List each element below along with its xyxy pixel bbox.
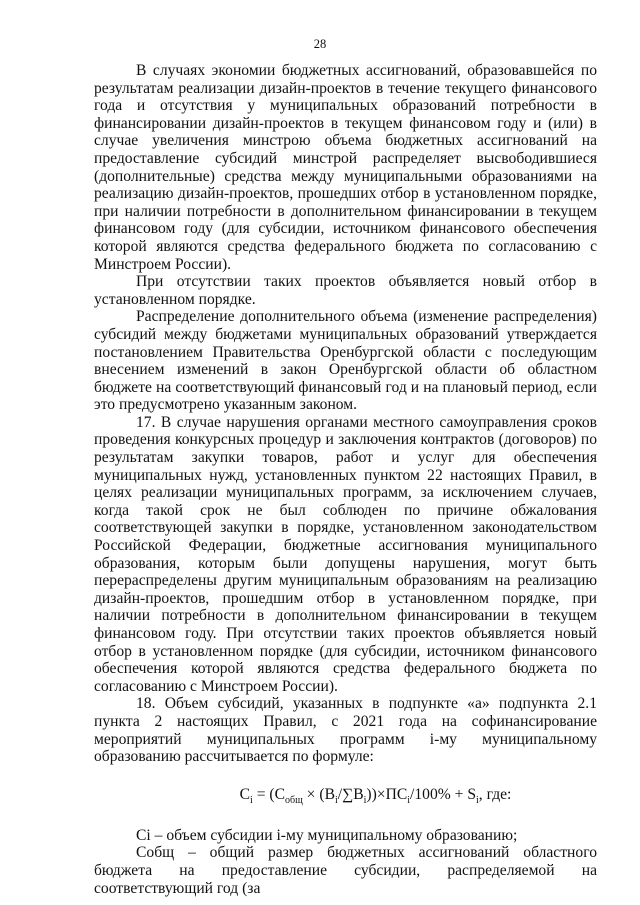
- paragraph-additional-distribution: Распределение дополнительного объема (изменение распределения) субсидий между бюджетами муниципальных образований утверждается постановлением Правительства Оренбургской области с последующим внесением изменений в закон Оренбургской области об областном бюджете на соответствующий финансовый год и на плановый период, если это предусмотрено указанным законом.: [94, 308, 597, 414]
- subsidy-formula: $C_i = (C_{общ} \times (B_i/\sum B_i))\times ПС_i/100\% + S_i$, где:: [239, 785, 512, 806]
- document-body: [94, 62, 597, 897]
- definition-ci: Ci – объем субсидии i-му муниципальному образованию;: [136, 826, 518, 844]
- paragraph-no-projects: При отсутствии таких проектов объявляется новый отбор в установленном порядке.: [94, 273, 597, 308]
- paragraph-budget-savings: В случаях экономии бюджетных ассигнований, образовавшейся по результатам реализации дизайн-проектов в течение текущего финансового года и отсутствия у муниципальных образований потребности в финансировании дизайн-проектов в текущем финансовом году и (или) в случае увеличения минстрою объема бюджетных ассигнований на предоставление субсидий минстрой распределяет высвободившиеся (дополнительные) средства между муниципальными образованиями на реализацию дизайн-проектов, прошедших отбор в установленном порядке, при наличии потребности в дополнительном финансировании в текущем финансовом году (для субсидии, источником финансового обеспечения которой являются средства федерального бюджета по согласованию с Минстроем России).: [94, 62, 597, 273]
- paragraph-item-18: 18. Объем субсидий, указанных в подпункте «а» подпункта 2.1 пункта 2 настоящих Правил, с 2021 года на софинансирование мероприятий муниципальных программ i-му муниципальному образованию рассчитывается по формуле:: [94, 695, 597, 766]
- page-number: 28: [313, 37, 327, 51]
- definition-c-total: Cобщ – общий размер бюджетных ассигнований областного бюджета на предоставление субсидии, распределяемой на соответствующий год (за: [94, 844, 597, 897]
- paragraph-item-17: 17. В случае нарушения органами местного самоуправления сроков проведения конкурсных процедур и заключения контрактов (договоров) по результатам закупки товаров, работ и услуг для обеспечения муниципальных нужд, установленных пунктом 22 настоящих Правил, в целях реализации муниципальных программ, за исключением случаев, когда такой срок не был соблюден по причине обжалования соответствующей закупки в порядке, установленном законодательством Российской Федерации, бюджетные ассигнования муниципального образования, которым были допущены нарушения, могут быть перераспределены другим муниципальным образованиям на реализацию дизайн-проектов, прошедшим отбор в установленном порядке, при наличии потребности в дополнительном финансировании в текущем финансовом году. При отсутствии таких проектов объявляется новый отбор в установленном порядке (для субсидии, источником финансового обеспечения которой являются средства федерального бюджета по согласованию с Минстроем России).: [94, 413, 597, 695]
